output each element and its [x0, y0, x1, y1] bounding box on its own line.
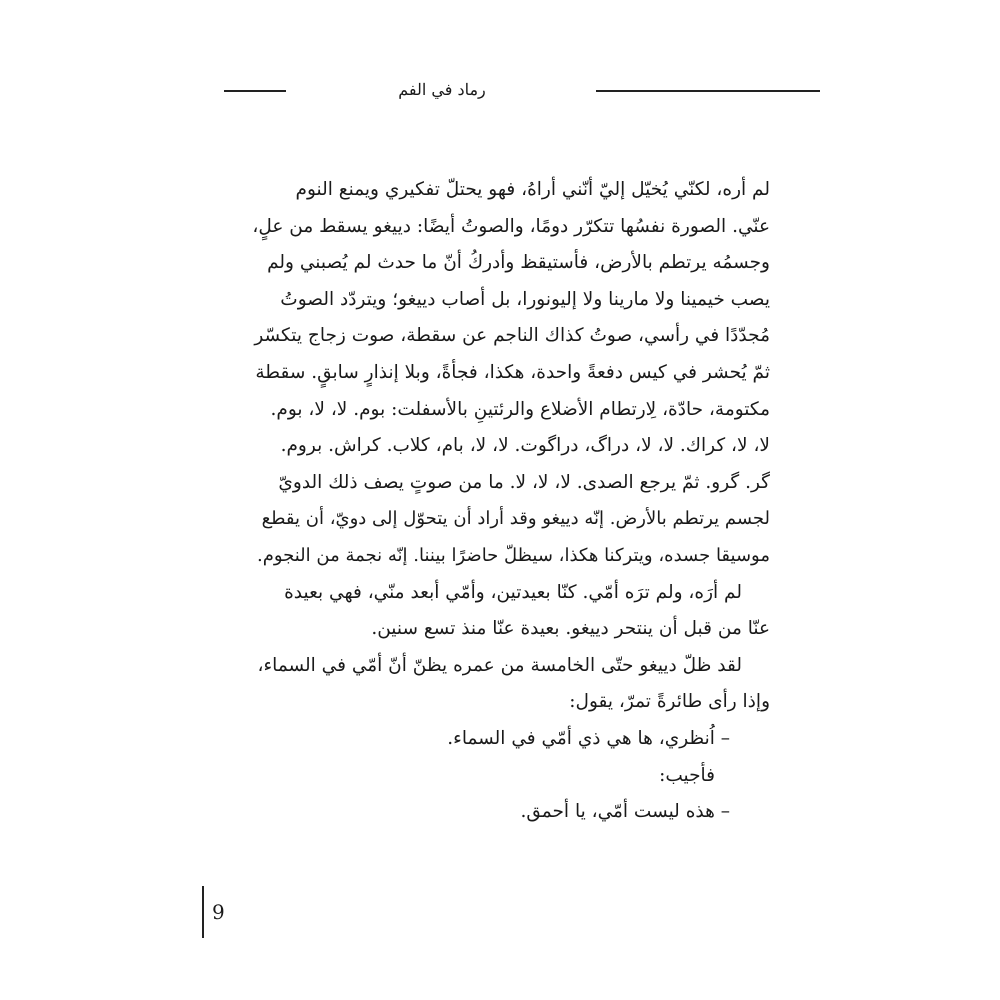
paragraph-start-line: لم أرَه، ولم ترَه أمّي. كنّا بعيدتين، وأمّي أبعد منّي، فهي بعيدة [284, 581, 742, 603]
text-line: لم أره، لكنّي يُخيّل إليّ أنّني أراهُ، فهو يحتلّ تفكيري ويمنع النوم [295, 179, 770, 200]
text-line: يصب خيمينا ولا مارينا ولا إليونورا، بل أصاب دييغو؛ ويتردّد الصوتُ [280, 288, 770, 310]
body-text [252, 172, 770, 831]
text-line: لا، لا، كراك. لا، لا، دراگ، دراگوت. لا، لا، بام، كلاب. كراش. بروم. [280, 435, 770, 457]
text-line: موسيقا جسده، ويتركنا هكذا، سيظلّ حاضرًا بيننا. إنّه نجمة من النجوم. [256, 544, 770, 566]
book-title: رماد في الفم [398, 80, 486, 99]
header-rule-right [596, 90, 820, 92]
text-line: وإذا رأى طائرةً تمرّ، يقول: [569, 691, 770, 713]
text-line: لجسم يرتطم بالأرض. إنّه دييغو وقد أراد أن يتحوّل إلى دويّ، أن يقطع [261, 508, 770, 530]
running-header [224, 76, 820, 106]
dialogue-intro-line: فأجيب: [659, 764, 715, 786]
text-line: مُجدّدًا في رأسي، صوتُ كذاك الناجم عن سقطة، صوت زجاج يتكسّر [254, 325, 770, 347]
dialogue-line: – هذه ليست أمّي، يا أحمق. [520, 801, 730, 823]
header-rule-left [224, 90, 286, 92]
dialogue-line: – اُنظري، ها هي ذي أمّي في السماء. [447, 727, 730, 749]
paragraph-start-line: لقد ظلّ دييغو حتّى الخامسة من عمره يظنّ أنّ أمّي في السماء، [257, 654, 742, 676]
text-line: وجسمُه يرتطم بالأرض، فأستيقظ وأدركُ أنّ ما حدث لم يُصبني ولم [267, 252, 770, 274]
page-number: 9 [212, 900, 225, 924]
text-line: گر. گرو. ثمّ يرجع الصدى. لا، لا، لا. ما من صوتٍ يصف ذلك الدويّ [278, 471, 770, 493]
text-line: ثمّ يُحشر في كيس دفعةً واحدة، هكذا، فجأةً، وبلا إنذارٍ سابقٍ. سقطة [255, 361, 770, 383]
page-number-rule [202, 886, 204, 938]
text-line: مكتومة، حادّة، لِارتطام الأضلاع والرئتينِ بالأسفلت: بوم. لا، لا، بوم. [270, 398, 770, 420]
text-line: عنّا من قبل أن ينتحر دييغو. بعيدة عنّا منذ تسع سنين. [371, 618, 770, 640]
text-line: عنّي. الصورة نفسُها تتكرّر دومًا، والصوتُ أيضًا: دييغو يسقط من علٍ، [252, 215, 770, 237]
